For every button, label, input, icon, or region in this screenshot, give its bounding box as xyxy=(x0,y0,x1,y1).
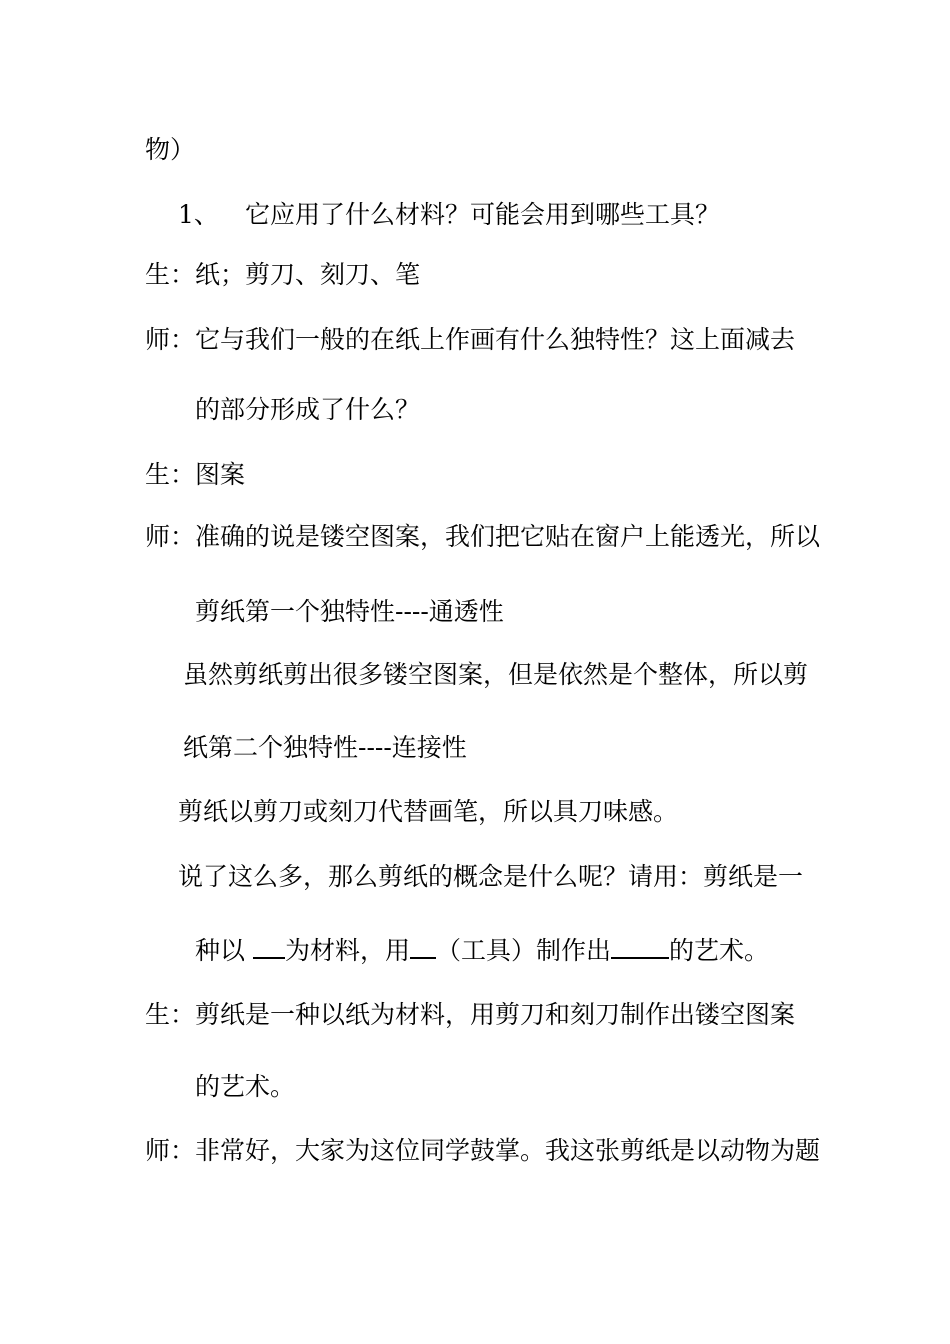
text-line: 说了这么多，那么剪纸的概念是什么呢？请用：剪纸是一 xyxy=(178,862,804,891)
text-line: 的艺术。 xyxy=(195,1072,296,1101)
blank-line xyxy=(410,935,436,959)
text-line: 虽然剪纸剪出很多镂空图案，但是依然是个整体，所以剪 xyxy=(183,660,809,689)
text-line: 的部分形成了什么？ xyxy=(195,395,421,424)
fill-in-blank-line xyxy=(195,935,769,966)
text-line: 剪纸以剪刀或刻刀代替画笔，所以具刀味感。 xyxy=(178,797,679,826)
blank-line xyxy=(611,935,669,959)
blank-line xyxy=(253,935,285,959)
text-line: 生：图案 xyxy=(145,460,246,489)
text-line: 纸第二个独特性----连接性 xyxy=(183,733,467,762)
text-line: 师：准确的说是镂空图案，我们把它贴在窗户上能透光，所以 xyxy=(145,522,821,551)
fill-text: 为材料，用 xyxy=(284,936,410,965)
fill-text: 种以 xyxy=(195,936,246,965)
text-line: 剪纸第一个独特性----通透性 xyxy=(195,597,504,626)
text-line: 物） xyxy=(145,135,196,164)
text-line: 师：非常好，大家为这位同学鼓掌。我这张剪纸是以动物为题 xyxy=(145,1136,821,1165)
text-line: 生：剪纸是一种以纸为材料，用剪刀和刻刀制作出镂空图案 xyxy=(145,1000,796,1029)
text-line: 师：它与我们一般的在纸上作画有什么独特性？这上面减去 xyxy=(145,325,796,354)
fill-text: （工具）制作出 xyxy=(435,936,611,965)
text-line: 生：纸；剪刀、刻刀、笔 xyxy=(145,260,421,289)
list-number: 1、 xyxy=(178,200,219,229)
fill-text: 的艺术。 xyxy=(669,936,770,965)
question-text: 它应用了什么材料？可能会用到哪些工具？ xyxy=(245,200,721,229)
